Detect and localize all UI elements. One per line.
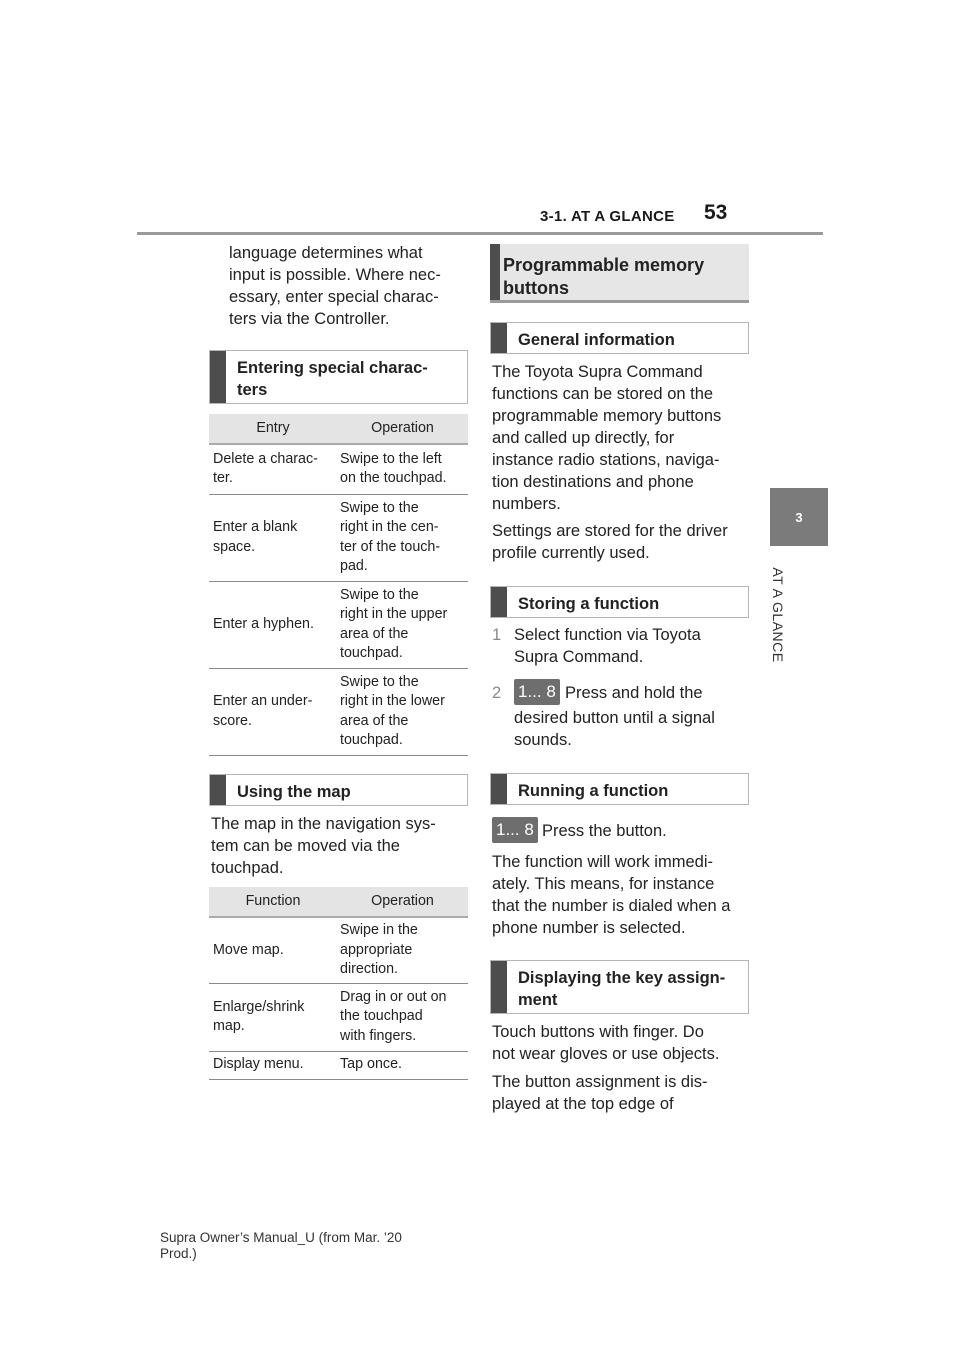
cell-line: Delete a charac- [213,450,318,467]
heading-marker [491,587,507,617]
column-header-entry: Entry [209,414,337,444]
chapter-tab: 3 [770,488,828,546]
text-line: The function will work immedi- [492,853,713,871]
column-header-function: Function [209,887,337,917]
cell-line: ter. [213,470,233,487]
cell-line: Enlarge/shrink [213,998,305,1015]
heading-line: ters [237,381,268,399]
page-number: 53 [704,201,728,224]
table-row [209,494,468,581]
text-line: touchpad. [211,859,284,877]
chapter-label-text: AT A GLANCE [770,567,786,663]
heading-text: Running a function [518,782,669,800]
text-line: essary, enter special charac- [229,288,439,306]
map-table [209,887,468,1080]
heading-text: Storing a function [518,595,660,613]
step-1-text [514,624,701,668]
table-row [209,983,468,1051]
heading-line: Entering special charac- [237,359,428,377]
cell-line: Enter a blank [213,519,298,535]
heading-marker [491,323,507,353]
heading-marker [490,244,500,300]
text-line: instance radio stations, naviga- [492,451,720,469]
text-line: profile currently used. [492,544,650,562]
cell-line: Enter a hyphen. [213,615,314,632]
table-row [209,917,468,983]
text-line: Supra Command. [514,648,644,666]
memory-button-label: 1... 8 [514,679,560,705]
step-2-text [514,707,715,751]
heading-marker [210,351,226,403]
cell-line: with fingers. [340,1027,417,1044]
text-line: sounds. [514,731,572,749]
heading-general-information [490,322,749,354]
heading-line: buttons [503,278,569,298]
cell-line: Display menu. [213,1056,304,1073]
text-line: tion destinations and phone [492,473,694,491]
cell-line: right in the lower [340,693,445,709]
cell-line: map. [213,1018,245,1034]
table-row [209,1051,468,1079]
heading-text [503,254,741,300]
cell-line: Swipe to the [340,586,419,603]
cell-line: direction. [340,961,399,977]
text-line: The button assignment is dis- [492,1073,708,1091]
memory-button-label: 1... 8 [492,817,538,843]
cell-line: on the touchpad. [340,470,447,487]
text-line: desired button until a signal [514,709,715,727]
section-title: 3-1. AT A GLANCE [540,208,675,225]
text-line: functions can be stored on the [492,385,714,403]
cell-line: area of the [340,625,409,642]
heading-text [237,357,459,401]
cell-line: the touchpad [340,1008,423,1025]
text-line: that the number is dialed when a [492,897,731,915]
touch-paragraph [492,1021,719,1065]
heading-text: Using the map [237,783,351,801]
heading-marker [210,775,226,805]
text-line: not wear gloves or use objects. [492,1045,720,1063]
intro-paragraph [229,242,441,330]
text-line: numbers. [492,495,561,513]
table-row [209,444,468,494]
heading-line: ment [518,991,558,1009]
text-line: programmable memory buttons [492,407,722,425]
heading-marker [491,961,507,1013]
cell-line: Swipe to the left [340,450,442,467]
cell-line: touchpad. [340,732,403,748]
assignment-paragraph [492,1071,708,1115]
map-paragraph [211,813,436,879]
heading-line: Displaying the key assign- [518,969,726,987]
step-1-number: 1 [492,626,502,644]
heading-programmable-memory-buttons [490,244,749,303]
memory-button-chip [492,817,538,843]
table-row [209,581,468,668]
text-line: and called up directly, for [492,429,675,447]
cell-line: Move map. [213,941,284,958]
special-characters-table [209,414,468,756]
cell-line: area of the [340,712,409,729]
cell-line: Tap once. [340,1056,402,1073]
step-2-first-line: Press and hold the [565,684,703,702]
table-row [209,668,468,755]
footer-line: Prod.) [160,1246,197,1261]
column-header-operation: Operation [337,887,468,917]
memory-button-chip [514,679,560,705]
heading-running-a-function [490,773,749,805]
text-line: Select function via Toyota [514,626,701,644]
text-line: Settings are stored for the driver [492,522,728,540]
cell-line: appropriate [340,941,413,958]
heading-displaying-key-assignment [490,960,749,1014]
column-header-operation: Operation [337,414,468,444]
footer-manual-title [160,1230,402,1262]
heading-special-characters [209,350,468,404]
text-line: played at the top edge of [492,1095,674,1113]
text-line: The map in the navigation sys- [211,815,436,833]
text-line: ately. This means, for instance [492,875,715,893]
heading-text: General information [518,331,675,349]
step-2-number: 2 [492,684,502,702]
cell-line: touchpad. [340,645,403,661]
heading-line: Programmable memory [503,255,705,275]
cell-line: right in the upper [340,606,448,622]
text-line: input is possible. Where nec- [229,266,441,284]
heading-storing-a-function [490,586,749,618]
cell-line: right in the cen- [340,519,439,535]
text-line: language determines what [229,244,423,262]
heading-using-the-map [209,774,468,806]
heading-text [518,967,740,1011]
running-press-text: Press the button. [542,822,667,840]
table-header-row [209,887,468,917]
cell-line: Drag in or out on [340,988,447,1005]
chapter-tab-label [758,555,798,675]
text-line: ters via the Controller. [229,310,390,328]
cell-line: space. [213,538,256,555]
text-line: Touch buttons with finger. Do [492,1023,704,1041]
heading-marker [491,774,507,804]
cell-line: Swipe to the [340,499,419,516]
cell-line: Swipe in the [340,922,418,938]
running-paragraph [492,851,731,939]
cell-line: score. [213,712,252,729]
header-divider [137,232,823,235]
text-line: The Toyota Supra Command [492,363,703,381]
table-header-row [209,414,468,444]
cell-line: Enter an under- [213,693,313,709]
text-line: phone number is selected. [492,919,686,937]
settings-paragraph [492,520,728,564]
cell-line: pad. [340,558,368,574]
footer-line: Supra Owner’s Manual_U (from Mar. ’20 [160,1230,402,1245]
general-paragraph [492,361,721,515]
text-line: tem can be moved via the [211,837,400,855]
cell-line: Swipe to the [340,673,419,690]
cell-line: ter of the touch- [340,538,441,555]
